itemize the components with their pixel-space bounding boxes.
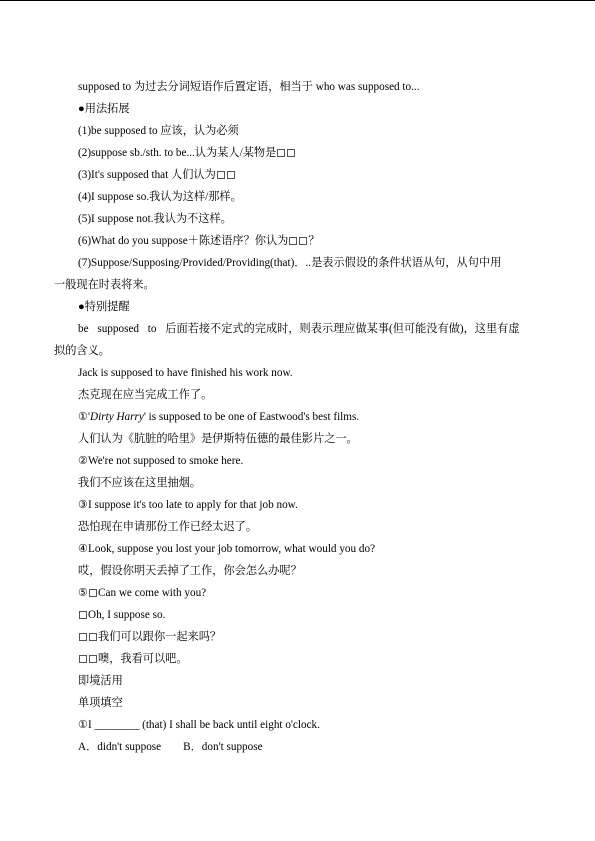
placeholder-box-icon xyxy=(287,149,295,157)
special-note-paragraph xyxy=(54,318,541,362)
option-b: B．don't suppose xyxy=(183,741,263,753)
usage-item-1: (1)be supposed to 应该，认为必须 xyxy=(78,125,239,137)
placeholder-box-icon xyxy=(79,611,87,619)
example-2-en: ②We're not supposed to smoke here. xyxy=(78,455,244,467)
document-page xyxy=(54,76,541,758)
usage-item-7-line1: (7)Suppose/Supposing/Provided/Providing(that)．..是表示假设的条件状语从句，从句中用 xyxy=(78,257,502,269)
example-5-question-text: Can we come with you? xyxy=(98,587,207,599)
usage-item-5: (5)I suppose not.我认为不这样。 xyxy=(78,213,232,225)
example-5-answer-zh-text: 噢，我看可以吧。 xyxy=(98,653,188,665)
special-note-line2: 拟的含义。 xyxy=(54,345,110,357)
usage-item-2-text: (2)suppose sb./sth. to be...认为某人/某物是 xyxy=(78,147,277,159)
example-5-answer-text: Oh, I suppose so. xyxy=(88,609,166,621)
section-heading-multiple-choice: 单项填空 xyxy=(78,697,123,709)
page-top-rule xyxy=(0,0,595,1)
example-3-en: ③I suppose it's too late to apply for that job now. xyxy=(78,499,298,511)
option-a: A．didn't suppose xyxy=(78,741,162,753)
usage-item-6-text: (6)What do you suppose＋陈述语序？你认为 xyxy=(78,235,289,247)
placeholder-box-icon xyxy=(89,655,97,663)
example-5-answer xyxy=(54,604,541,626)
question-1: ①I ________ (that) I shall be back until eight o'clock. xyxy=(78,719,320,731)
example-4-en: ④Look, suppose you lost your job tomorrow, what would you do? xyxy=(78,543,376,555)
placeholder-box-icon xyxy=(79,655,87,663)
usage-item-3 xyxy=(54,164,541,186)
example-5-question-zh xyxy=(54,626,541,648)
placeholder-box-icon xyxy=(299,237,307,245)
usage-item-6-end: ？ xyxy=(308,235,320,247)
usage-item-2 xyxy=(54,142,541,164)
usage-item-7-line2: 一般现在时表将来。 xyxy=(54,279,155,291)
placeholder-box-icon xyxy=(227,171,235,179)
special-note-line1: be supposed to 后面若接不定式的完成时，则表示理应做某事(但可能没有做)，这里有虚 xyxy=(78,323,520,335)
example-1-suffix: ' is supposed to be one of Eastwood's best films. xyxy=(143,411,360,423)
placeholder-box-icon xyxy=(79,633,87,641)
usage-item-6 xyxy=(54,230,541,252)
placeholder-box-icon xyxy=(277,149,285,157)
example-4-zh: 哎，假设你明天丢掉了工作，你会怎么办呢？ xyxy=(78,565,302,577)
example-1-prefix: ①' xyxy=(78,411,91,423)
example-1-en xyxy=(54,406,541,428)
section-heading-special-note: ●特别提醒 xyxy=(78,301,130,313)
question-1-options xyxy=(54,736,541,758)
text-line: supposed to 为过去分词短语作后置定语，相当于 who was supposed to... xyxy=(78,81,420,93)
example-2-zh: 我们不应该在这里抽烟。 xyxy=(78,477,202,489)
placeholder-box-icon xyxy=(89,589,97,597)
usage-item-3-text: (3)It's supposed that 人们认为 xyxy=(78,169,216,181)
example-1-zh: 人们认为《肮脏的哈里》是伊斯特伍德的最佳影片之一。 xyxy=(78,433,358,445)
placeholder-box-icon xyxy=(289,237,297,245)
example-3-zh: 恐怕现在申请那份工作已经太迟了。 xyxy=(78,521,258,533)
example-5-answer-zh xyxy=(54,648,541,670)
usage-item-7 xyxy=(54,252,541,296)
placeholder-box-icon xyxy=(217,171,225,179)
example-sentence-zh: 杰克现在应当完成工作了。 xyxy=(78,389,213,401)
example-5-question xyxy=(54,582,541,604)
example-sentence-en: Jack is supposed to have finished his work now. xyxy=(78,367,293,379)
section-heading-practice: 即境活用 xyxy=(78,675,123,687)
example-5-question-zh-text: 我们可以跟你一起来吗？ xyxy=(98,631,222,643)
placeholder-box-icon xyxy=(89,633,97,641)
usage-item-4: (4)I suppose so.我认为这样/那样。 xyxy=(78,191,242,203)
film-title: Dirty Harry xyxy=(90,411,144,423)
section-heading-usage-extension: ●用法拓展 xyxy=(78,103,130,115)
example-5-number: ⑤ xyxy=(78,587,89,599)
